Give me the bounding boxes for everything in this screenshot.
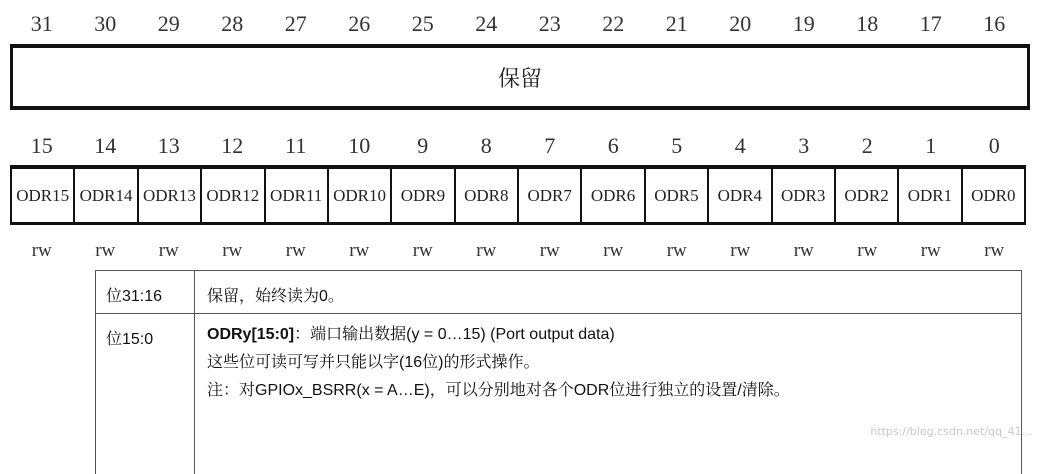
bit-number: 7 [544,133,556,158]
access-type: rw [857,240,878,261]
bit-number: 15 [30,133,53,158]
desc-content [195,314,1022,474]
access-type: rw [95,240,116,261]
bit-number: 24 [475,11,498,36]
bit-number: 29 [157,11,180,36]
bit-number: 17 [919,11,942,36]
odr-field: ODR0 [961,169,1026,222]
desc-title: ODRy[15:0] [207,326,295,343]
desc-row-odr [95,313,1022,474]
odr-field: ODR5 [644,169,707,222]
access-type: rw [349,240,370,261]
bit-number: 4 [734,133,746,158]
desc-title-rest: ：端口输出数据(y = 0…15) (Port output data) [294,326,615,343]
access-type: rw [222,240,243,261]
watermark: https://blog.csdn.net/qq_41... [870,425,1032,438]
bit-number: 8 [480,133,492,158]
odr-field: ODR10 [327,169,390,222]
bit-number: 28 [221,11,244,36]
desc-label: 位15:0 [95,314,195,474]
bit-number: 10 [348,133,371,158]
access-type: rw [603,240,624,261]
bit-number: 31 [30,11,53,36]
odr-field-row [10,165,1026,225]
bit-number: 14 [94,133,117,158]
reserved-field [10,44,1030,110]
desc-label: 位31:16 [95,271,195,313]
bit-number: 30 [94,11,117,36]
bit-number: 6 [607,133,619,158]
desc-title-line [207,326,1021,344]
access-type: rw [285,240,306,261]
desc-row-reserved [95,270,1022,313]
odr-field: ODR13 [137,169,200,222]
bit-description-table [95,270,1022,474]
bit-number: 12 [221,133,244,158]
bit-number: 22 [602,11,625,36]
odr-field: ODR6 [580,169,643,222]
bit-number: 2 [861,133,873,158]
desc-text: 保留，始终读为0。 [195,271,1022,313]
low-bit-numbers [10,134,1026,158]
bit-number: 9 [417,133,429,158]
odr-field: ODR4 [707,169,770,222]
odr-field: ODR14 [73,169,136,222]
bit-number: 18 [856,11,879,36]
bit-number: 20 [729,11,752,36]
access-type: rw [666,240,687,261]
bit-number: 16 [983,11,1006,36]
odr-field: ODR3 [771,169,834,222]
desc-note: 注：对GPIOx_BSRR(x = A…E)，可以分别地对各个ODR位进行独立的设置/清除。 [207,382,790,399]
bit-number: 23 [538,11,561,36]
access-row [10,240,1026,262]
desc-line: 这些位可读可写并只能以字(16位)的形式操作。 [207,354,540,371]
odr-field: ODR11 [264,169,327,222]
bit-number: 13 [157,133,180,158]
bit-number: 0 [988,133,1000,158]
odr-field: ODR2 [834,169,897,222]
bit-number: 21 [665,11,688,36]
odr-field: ODR8 [454,169,517,222]
bit-number: 1 [925,133,937,158]
access-type: rw [793,240,814,261]
access-type: rw [476,240,497,261]
access-type: rw [920,240,941,261]
odr-field: ODR1 [897,169,960,222]
access-type: rw [730,240,751,261]
odr-field: ODR7 [517,169,580,222]
odr-field: ODR9 [390,169,453,222]
high-bit-numbers [10,12,1026,36]
access-type: rw [539,240,560,261]
bit-number: 19 [792,11,815,36]
access-type: rw [984,240,1005,261]
bit-number: 26 [348,11,371,36]
odr-field: ODR15 [10,169,73,222]
bit-number: 27 [284,11,307,36]
bit-number: 25 [411,11,434,36]
bit-number: 5 [671,133,683,158]
odr-field: ODR12 [200,169,263,222]
access-type: rw [31,240,52,261]
access-type: rw [158,240,179,261]
bit-number: 11 [285,133,307,158]
access-type: rw [412,240,433,261]
reserved-label: 保留 [497,66,542,92]
bit-number: 3 [798,133,810,158]
